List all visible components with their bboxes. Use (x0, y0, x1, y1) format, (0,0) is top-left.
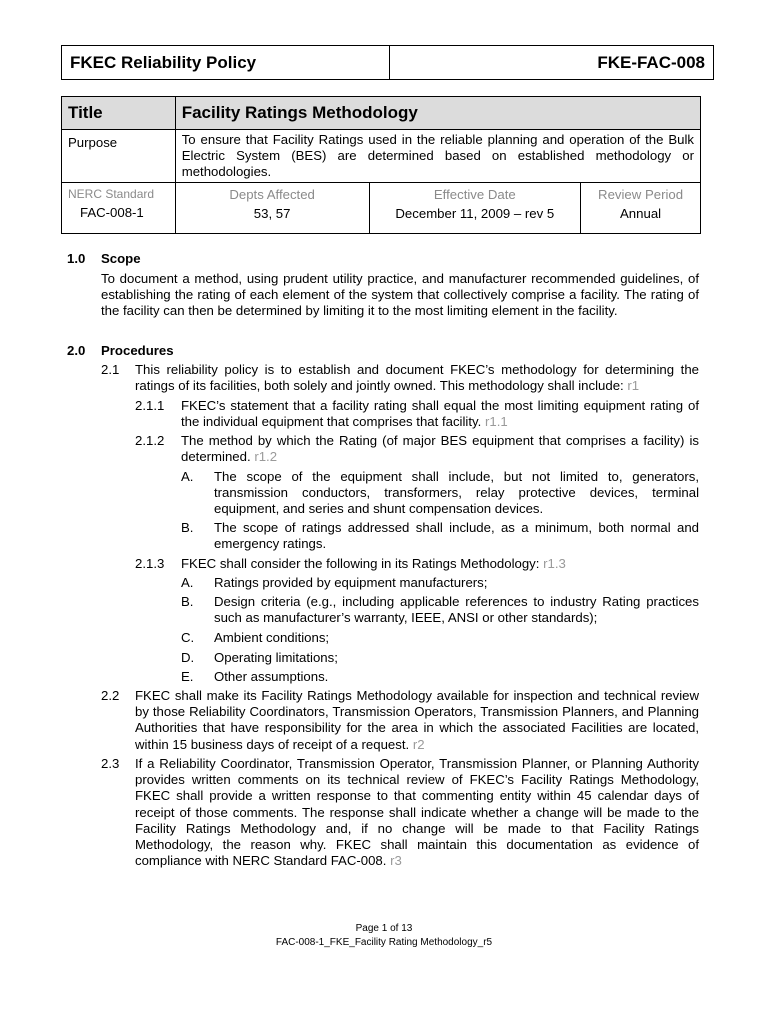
file-name: FAC-008-1_FKE_Facility Rating Methodology_r5 (275, 937, 493, 948)
section-2-1-body: This reliability policy is to establish and document FKEC’s methodology for determining the ratings of its facilities, both solely and jointly owned. This methodology shall include: (135, 362, 699, 394)
section-2-1-2-b-text: The scope of ratings addressed shall include, as a minimum, both normal and emergency ratings. (214, 520, 699, 552)
policy-code: FKE-FAC-008 (390, 46, 714, 80)
section-2-1-3-body: FKEC shall consider the following in its Ratings Methodology: (181, 556, 540, 571)
procedures-title: Procedures (101, 343, 174, 358)
section-2-2-text (135, 688, 699, 753)
section-2-1-3-a (181, 575, 699, 593)
depts-label: Depts Affected (229, 187, 315, 202)
section-2-1-3-d-text: Operating limitations; (214, 650, 338, 665)
policy-header-table (61, 45, 714, 80)
section-2-3-ref: r3 (390, 853, 402, 869)
section-2-1-2-body: The method by which the Rating (of major BES equipment that comprises a facility) is determined. (181, 433, 699, 465)
procedures-heading (67, 343, 707, 358)
section-2-1-ref: r1 (627, 378, 640, 394)
section-2-1-1-number: 2.1.1 (135, 398, 165, 413)
nerc-label: NERC Standard (68, 187, 155, 201)
section-2-2-body: FKEC shall make its Facility Ratings Methodology available for inspection and technical review by those Reliability Coordinators, Transmission Operators, Transmission Planners, and Planning Authorities that have responsibility for the area in which the associated Facilities are located, within 15 business days of receipt of a request. (135, 688, 699, 752)
effective-label: Effective Date (433, 187, 516, 202)
scope-heading (67, 251, 707, 266)
section-2-1-1-ref: r1.1 (484, 414, 508, 430)
section-2-1-2-b-letter: B. (181, 520, 194, 535)
section-2-1-3-d (181, 650, 699, 668)
section-2-1 (101, 362, 699, 396)
section-2-1-3-b-letter: B. (181, 594, 194, 609)
section-2-1-2-a (181, 469, 699, 519)
section-2-3 (101, 756, 699, 870)
scope-title: Scope (101, 251, 141, 266)
depts-cell (175, 183, 369, 234)
nerc-value: FAC-008-1 (80, 205, 144, 220)
section-2-2-ref: r2 (412, 736, 425, 752)
page-number: Page 1 of 13 (355, 923, 413, 934)
section-2-1-1 (135, 398, 699, 432)
section-2-1-2 (135, 433, 699, 467)
nerc-cell (62, 183, 176, 234)
title-value: Facility Ratings Methodology (175, 97, 700, 130)
scope-text: To document a method, using prudent utility practice, and manufacturer recommended guidelines, of establishing the rating of each element of the system that collectively comprise a facility. The rating of the facility can then be determined by limiting it to the most limiting element in the facility. (101, 271, 699, 319)
section-2-1-3-b-text: Design criteria (e.g., including applicable references to industry Rating practices such as manufacturer’s warranty, IEEE, ANSI or other standards); (214, 594, 699, 626)
section-2-1-text (135, 362, 699, 394)
section-2-1-3-number: 2.1.3 (135, 556, 165, 571)
section-2-1-3-c (181, 630, 699, 648)
depts-value: 53, 57 (253, 206, 291, 221)
purpose-label: Purpose (62, 130, 176, 183)
section-2-1-2-text (181, 433, 699, 465)
section-2-2 (101, 688, 699, 754)
section-2-1-3-d-letter: D. (181, 650, 195, 665)
scope-number: 1.0 (67, 251, 86, 266)
section-2-1-2-b (181, 520, 699, 554)
title-label: Title (62, 97, 176, 130)
section-2-3-text (135, 756, 699, 869)
section-2-1-3-a-text: Ratings provided by equipment manufacturers; (214, 575, 488, 590)
section-2-2-number: 2.2 (101, 688, 120, 703)
effective-cell (369, 183, 581, 234)
section-2-1-number: 2.1 (101, 362, 120, 377)
section-2-1-3-e (181, 669, 699, 687)
section-2-1-3-c-letter: C. (181, 630, 195, 645)
section-2-1-3 (135, 556, 699, 574)
review-cell (581, 183, 701, 234)
section-2-1-3-a-letter: A. (181, 575, 194, 590)
section-2-1-1-body: FKEC’s statement that a facility rating shall equal the most limiting equipment rating of the individual equipment that comprises that facility. (181, 398, 699, 430)
section-2-1-2-ref: r1.2 (254, 449, 278, 465)
section-2-1-3-e-text: Other assumptions. (214, 669, 329, 684)
section-2-3-body: If a Reliability Coordinator, Transmission Operator, Transmission Planner, or Planning Authority provides written comments on its technical review of FKEC’s Facility Ratings Methodology, FKEC shall provide a written response to that commenting entity within 45 calendar days of receipt of those comments. The response shall indicate whether a change will be made to the Facility Ratings Methodology and, if no change will be made to that Facility Ratings Methodology, the reason why. FKEC shall maintain this documentation as evidence of compliance with NERC Standard FAC-008. (135, 756, 699, 869)
procedures-number: 2.0 (67, 343, 86, 358)
section-2-1-3-c-text: Ambient conditions; (214, 630, 330, 645)
section-2-1-3-ref: r1.3 (543, 556, 566, 571)
section-2-1-3-text (181, 556, 699, 572)
section-2-1-3-b (181, 594, 699, 628)
policy-info-table (61, 96, 701, 234)
review-label: Review Period (598, 187, 684, 202)
section-2-1-1-text (181, 398, 699, 430)
section-2-1-3-e-letter: E. (181, 669, 194, 684)
policy-name: FKEC Reliability Policy (62, 46, 390, 80)
review-value: Annual (620, 206, 662, 221)
purpose-value: To ensure that Facility Ratings used in the reliable planning and operation of the Bulk Electric System (BES) are determined based on established methodology or methodologies. (175, 130, 700, 183)
section-2-1-2-a-letter: A. (181, 469, 194, 484)
section-2-1-2-a-text: The scope of the equipment shall include, but not limited to, generators, transmission conductors, transformers, relay protective devices, terminal equipment, and series and shunt compensation devices. (214, 469, 699, 517)
effective-value: December 11, 2009 – rev 5 (395, 206, 555, 221)
section-2-3-number: 2.3 (101, 756, 120, 771)
section-2-1-2-number: 2.1.2 (135, 433, 165, 448)
